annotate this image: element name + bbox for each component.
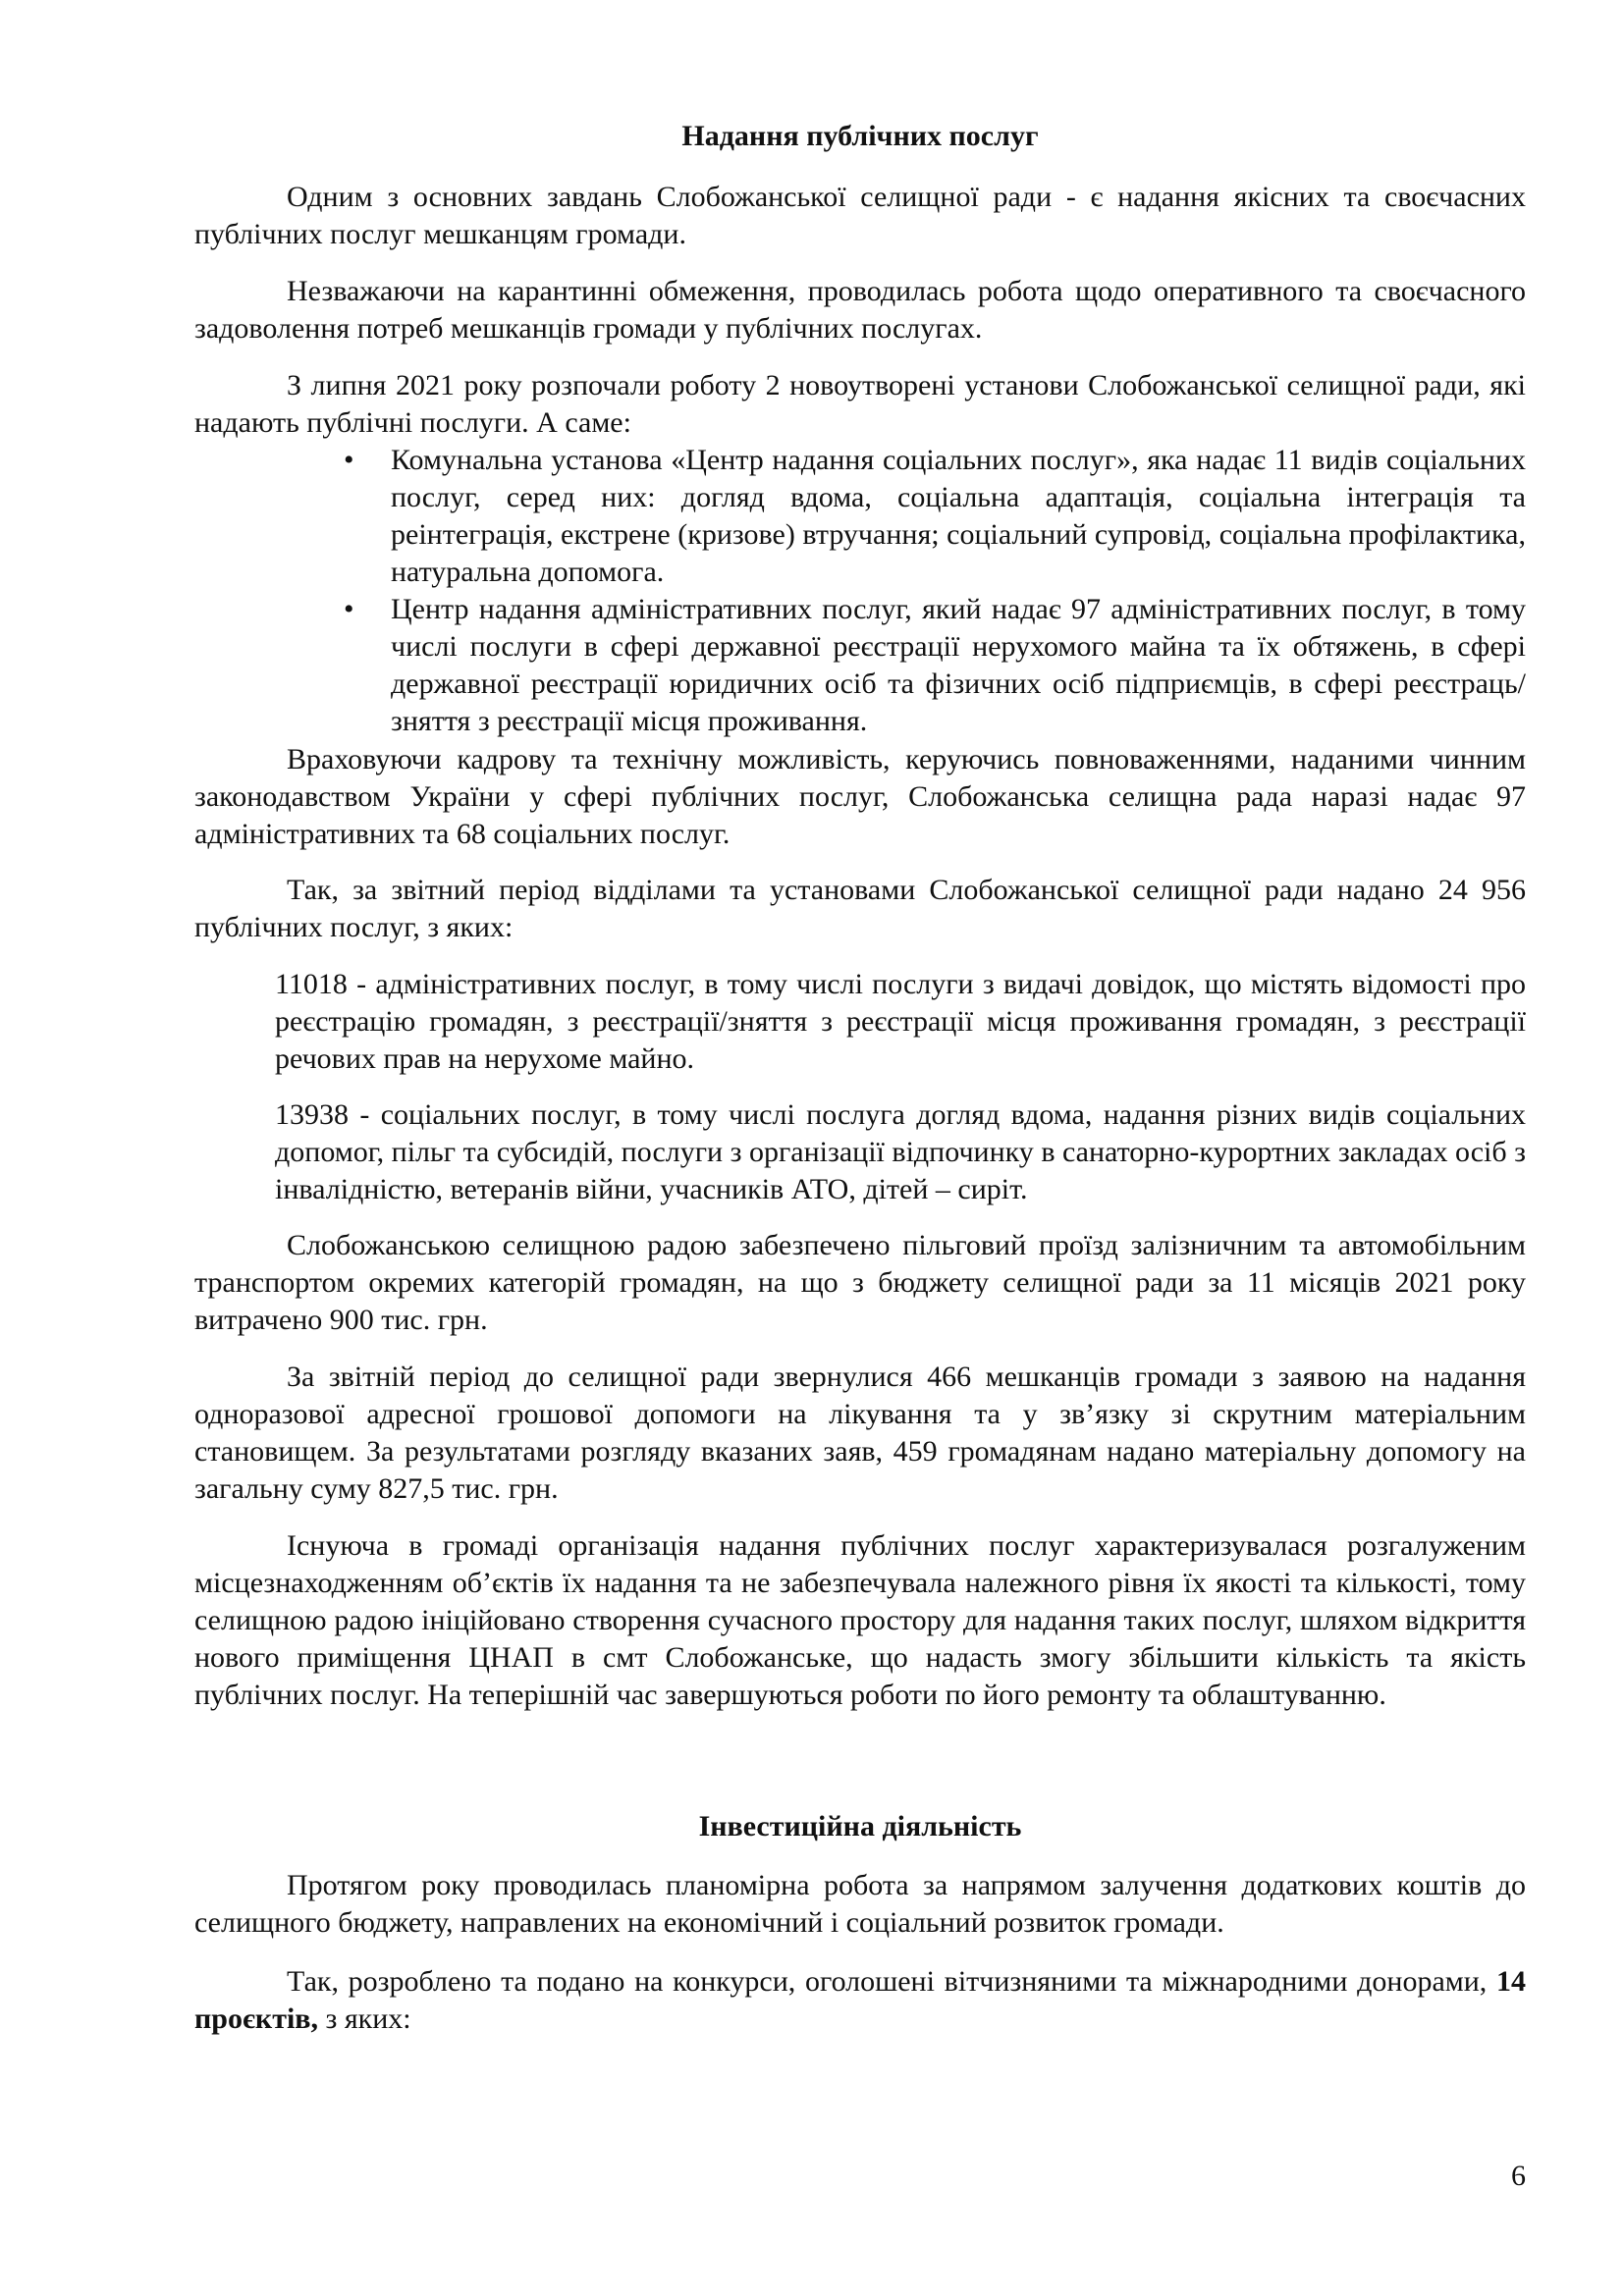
list-item	[194, 442, 1526, 591]
section-title-public-services: Надання публічних послуг	[681, 120, 1039, 152]
paragraph: З липня 2021 року розпочали роботу 2 новоутворені установи Слобожанської селищної ради, які надають публічні послуги. А саме:	[194, 369, 1526, 439]
paragraph: За звітній період до селищної ради звернулися 466 мешканців громади з заявою на надання одноразової адресної грошової допомоги на лікування та у зв’язку зі скрутним матеріальним становищем. За результатами розгляду вказаних заяв, 459 громадянам надано матеріальну допомогу на загальну суму 827,5 тис. грн.	[194, 1361, 1526, 1505]
bullet-icon: •	[344, 593, 354, 625]
paragraph: Так, за звітний період відділами та установами Слобожанської селищної ради надано 24 956 публічних послуг, з яких:	[194, 874, 1526, 943]
paragraph-text: Так, розроблено та подано на конкурси, оголошені вітчизняними та міжнародними донорами,	[287, 1965, 1488, 1998]
admin-services-paragraph: 11018 - адміністративних послуг, в тому числі послуги з видачі довідок, що містять відомості про реєстрацію громадян, з реєстрації/зняття з реєстрації місця проживання громадян, з реєстрації речових прав на нерухоме майно.	[275, 968, 1526, 1075]
institutions-list	[194, 442, 1526, 740]
paragraph: Незважаючи на карантинні обмеження, проводилась робота щодо оперативного та своєчасного задоволення потреб мешканців громади у публічних послугах.	[194, 275, 1526, 345]
paragraph: Одним з основних завдань Слобожанської селищної ради - є надання якісних та своєчасних публічних послуг мешканцям громади.	[194, 181, 1526, 250]
paragraph: Слобожанською селищною радою забезпечено пільговий проїзд залізничним та автомобільним транспортом окремих категорій громадян, на що з бюджету селищної ради за 11 місяців 2021 року витрачено 900 тис. грн.	[194, 1229, 1526, 1336]
list-item	[194, 591, 1526, 740]
projects-count: 14 проєктів,	[194, 1965, 1526, 2035]
paragraph: Протягом року проводилась планомірна робота за напрямом залучення додаткових коштів до селищного бюджету, направлених на економічний і соціальний розвиток громади.	[194, 1869, 1526, 1939]
list-item-text: Центр надання адміністративних послуг, який надає 97 адміністративних послуг, в тому числі послуги в сфері державної реєстрації нерухомого майна та їх обтяжень, в сфері державної реєстрації юридичних осіб та фізичних осіб підприємців, в сфері реєстраць/зняття з реєстрації місця проживання.	[391, 593, 1526, 737]
list-item-text: Комунальна установа «Центр надання соціальних послуг», яка надає 11 видів соціальних послуг, серед них: догляд вдома, соціальна адаптація, соціальна інтеграція та реінтеграція, екстрене (кризове) втручання; соціальний супровід, соціальна профілактика, натуральна допомога.	[391, 444, 1526, 588]
paragraph: Існуюча в громаді організація надання публічних послуг характеризувалася розгалуженим місцезнаходженням об’єктів їх надання та не забезпечувала належного рівня їх якості та кількості, тому селищною радою ініційовано створення сучасного простору для надання таких послуг, шляхом відкриття нового приміщення ЦНАП в смт Слобожанське, що надасть змогу збільшити кількість та якість публічних послуг. На теперішній час завершуються роботи по його ремонту та облаштуванню.	[194, 1529, 1526, 1711]
paragraph	[194, 1963, 1526, 2038]
paragraph-text: з яких:	[325, 2002, 411, 2035]
page-number: 6	[1511, 2160, 1526, 2192]
section-title-investment: Інвестиційна діяльність	[698, 1810, 1022, 1842]
social-services-paragraph: 13938 - соціальних послуг, в тому числі послуга догляд вдома, надання різних видів соціальних допомог, пільг та субсидій, послуги з організації відпочинку в санаторно-курортних закладах осіб з інвалідністю, ветеранів війни, учасників АТО, дітей – сиріт.	[275, 1098, 1526, 1205]
bullet-icon: •	[344, 444, 354, 476]
paragraph: Враховуючи кадрову та технічну можливість, керуючись повноваженнями, наданими чинним законодавством України у сфері публічних послуг, Слобожанська селищна рада наразі надає 97 адміністративних та 68 соціальних послуг.	[194, 743, 1526, 850]
